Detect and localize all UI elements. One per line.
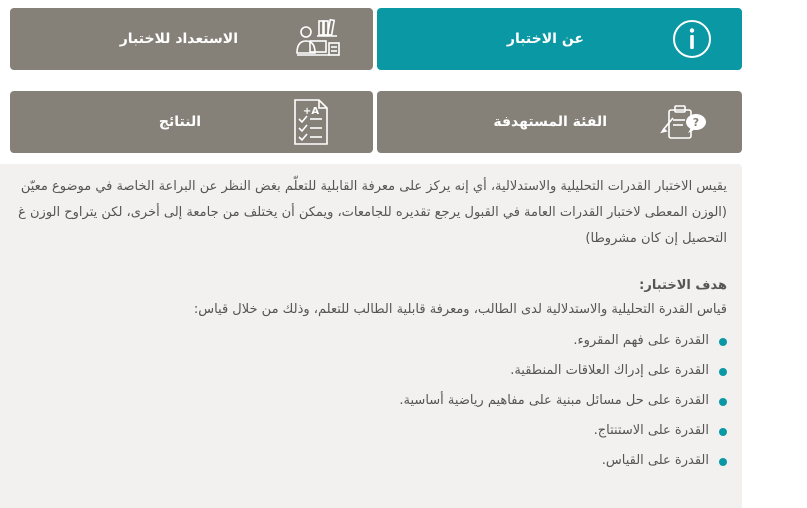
bullet-dot-icon (719, 398, 727, 406)
list-item-text: القدرة على الاستنتاج. (593, 423, 709, 438)
info-icon (662, 8, 722, 70)
results-icon (281, 91, 341, 153)
tab-test-preparation-label: الاستعداد للاختبار (119, 31, 238, 47)
tab-about-test[interactable] (377, 8, 742, 70)
intro-line: التحصيل إن كان مشروطا) (585, 231, 727, 246)
bullet-dot-icon (719, 338, 727, 346)
abilities-list (0, 326, 727, 476)
tab-results-label: النتائج (158, 114, 201, 130)
intro-line: (الوزن المعطى لاختبار القدرات العامة في القبول يرجع تقديره للجامعات، ويمكن أن يختلف من جامعة إلى أخرى، لكن يتراوح الوزن غ (18, 205, 727, 220)
tab-results[interactable] (10, 91, 373, 153)
list-item-text: القدرة على فهم المقروء. (573, 333, 709, 348)
tab-about-test-label: عن الاختبار (506, 31, 584, 47)
content-panel (0, 164, 742, 508)
goal-heading: هدف الاختبار: (639, 278, 727, 293)
list-item (0, 326, 727, 356)
bullet-dot-icon (719, 458, 727, 466)
tab-test-preparation[interactable] (10, 8, 373, 70)
list-item-text: القدرة على القياس. (601, 453, 709, 468)
tab-target-group-label: الفئة المستهدفة (493, 114, 607, 130)
list-item-text: القدرة على إدراك العلاقات المنطقية. (510, 363, 709, 378)
study-icon (288, 8, 348, 70)
list-item (0, 356, 727, 386)
target-group-icon (654, 91, 714, 153)
list-item-text: القدرة على حل مسائل مبنية على مفاهيم رياضية أساسية. (399, 393, 709, 408)
list-item (0, 416, 727, 446)
list-item (0, 386, 727, 416)
svg-text:A+: A+ (302, 106, 320, 117)
bullet-dot-icon (719, 428, 727, 436)
goal-description: قياس القدرة التحليلية والاستدلالية لدى الطالب، ومعرفة قابلية الطالب للتعلم، وذلك من خلال قياس: (193, 302, 727, 317)
content-body (0, 174, 727, 476)
svg-text:?: ? (692, 116, 700, 129)
intro-paragraph (0, 174, 727, 252)
bullet-dot-icon (719, 368, 727, 376)
list-item (0, 446, 727, 476)
intro-line: يقيس الاختبار القدرات التحليلية والاستدلالية، أي إنه يركز على معرفة القابلية للتعلّم بغض النظر عن البراعة الخاصة في موضوع معيّن (20, 179, 727, 194)
tab-target-group[interactable] (377, 91, 742, 153)
